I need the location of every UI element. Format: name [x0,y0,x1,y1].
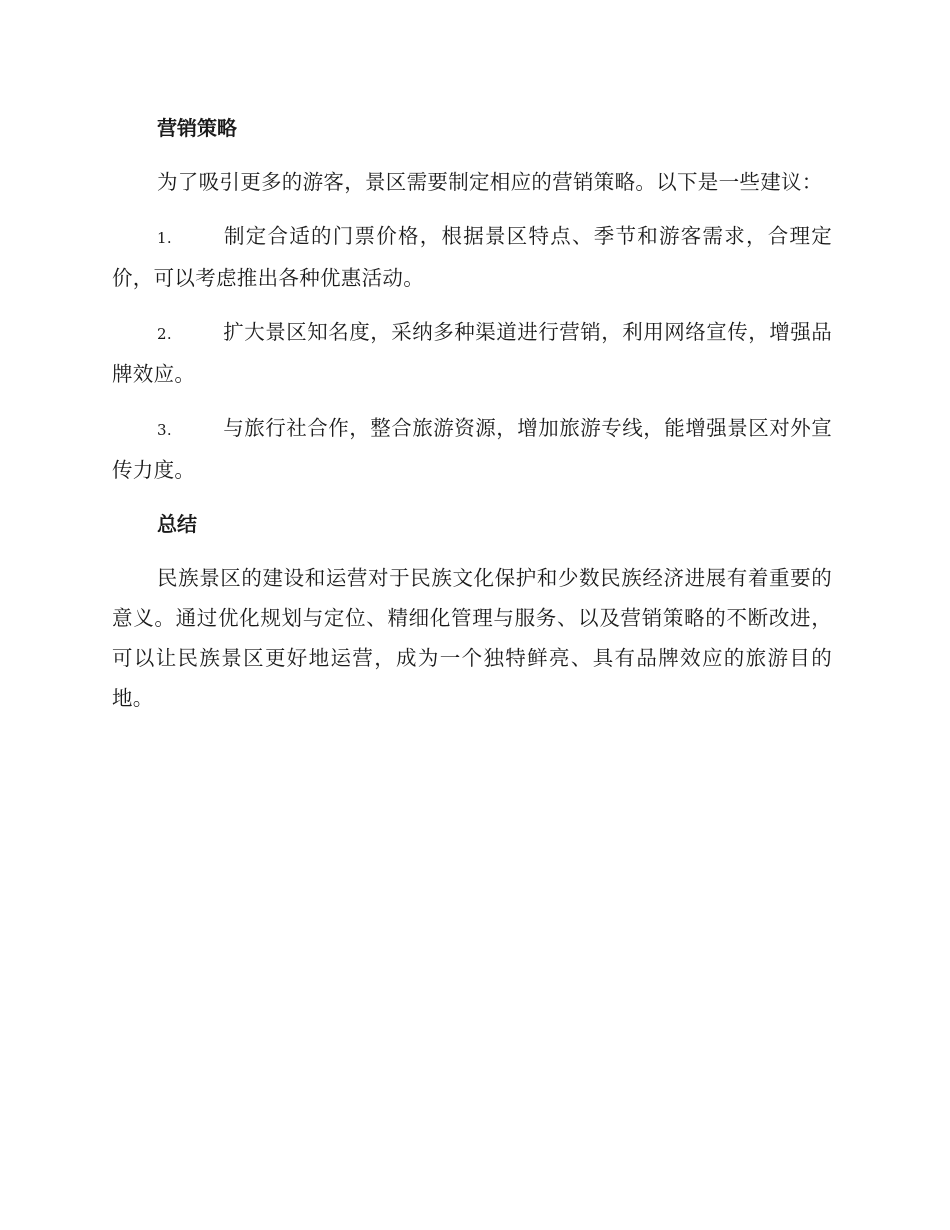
list-item-number: 2. [157,325,172,343]
list-item [112,312,832,394]
section-heading-marketing: 营销策略 [157,116,237,140]
summary-paragraph: 民族景区的建设和运营对于民族文化保护和少数民族经济进展有着重要的意义。通过优化规划与定位、精细化管理与服务、以及营销策略的不断改进，可以让民族景区更好地运营，成为一个独特鲜亮、具有品牌效应的旅游目的地。 [112,566,832,710]
list-item [112,408,832,490]
marketing-intro-paragraph: 为了吸引更多的游客，景区需要制定相应的营销策略。以下是一些建议： [157,170,823,194]
list-item-text: 制定合适的门票价格，根据景区特点、季节和游客需求，合理定价，可以考虑推出各种优惠活动。 [112,224,832,290]
list-item [112,216,832,298]
list-item-number: 3. [157,421,172,439]
list-item-number: 1. [157,229,172,247]
section-heading-summary: 总结 [157,512,197,536]
document-page [112,108,832,732]
list-item-text: 与旅行社合作，整合旅游资源，增加旅游专线，能增强景区对外宣传力度。 [112,416,832,482]
list-item-text: 扩大景区知名度，采纳多种渠道进行营销，利用网络宣传，增强品牌效应。 [112,320,832,386]
